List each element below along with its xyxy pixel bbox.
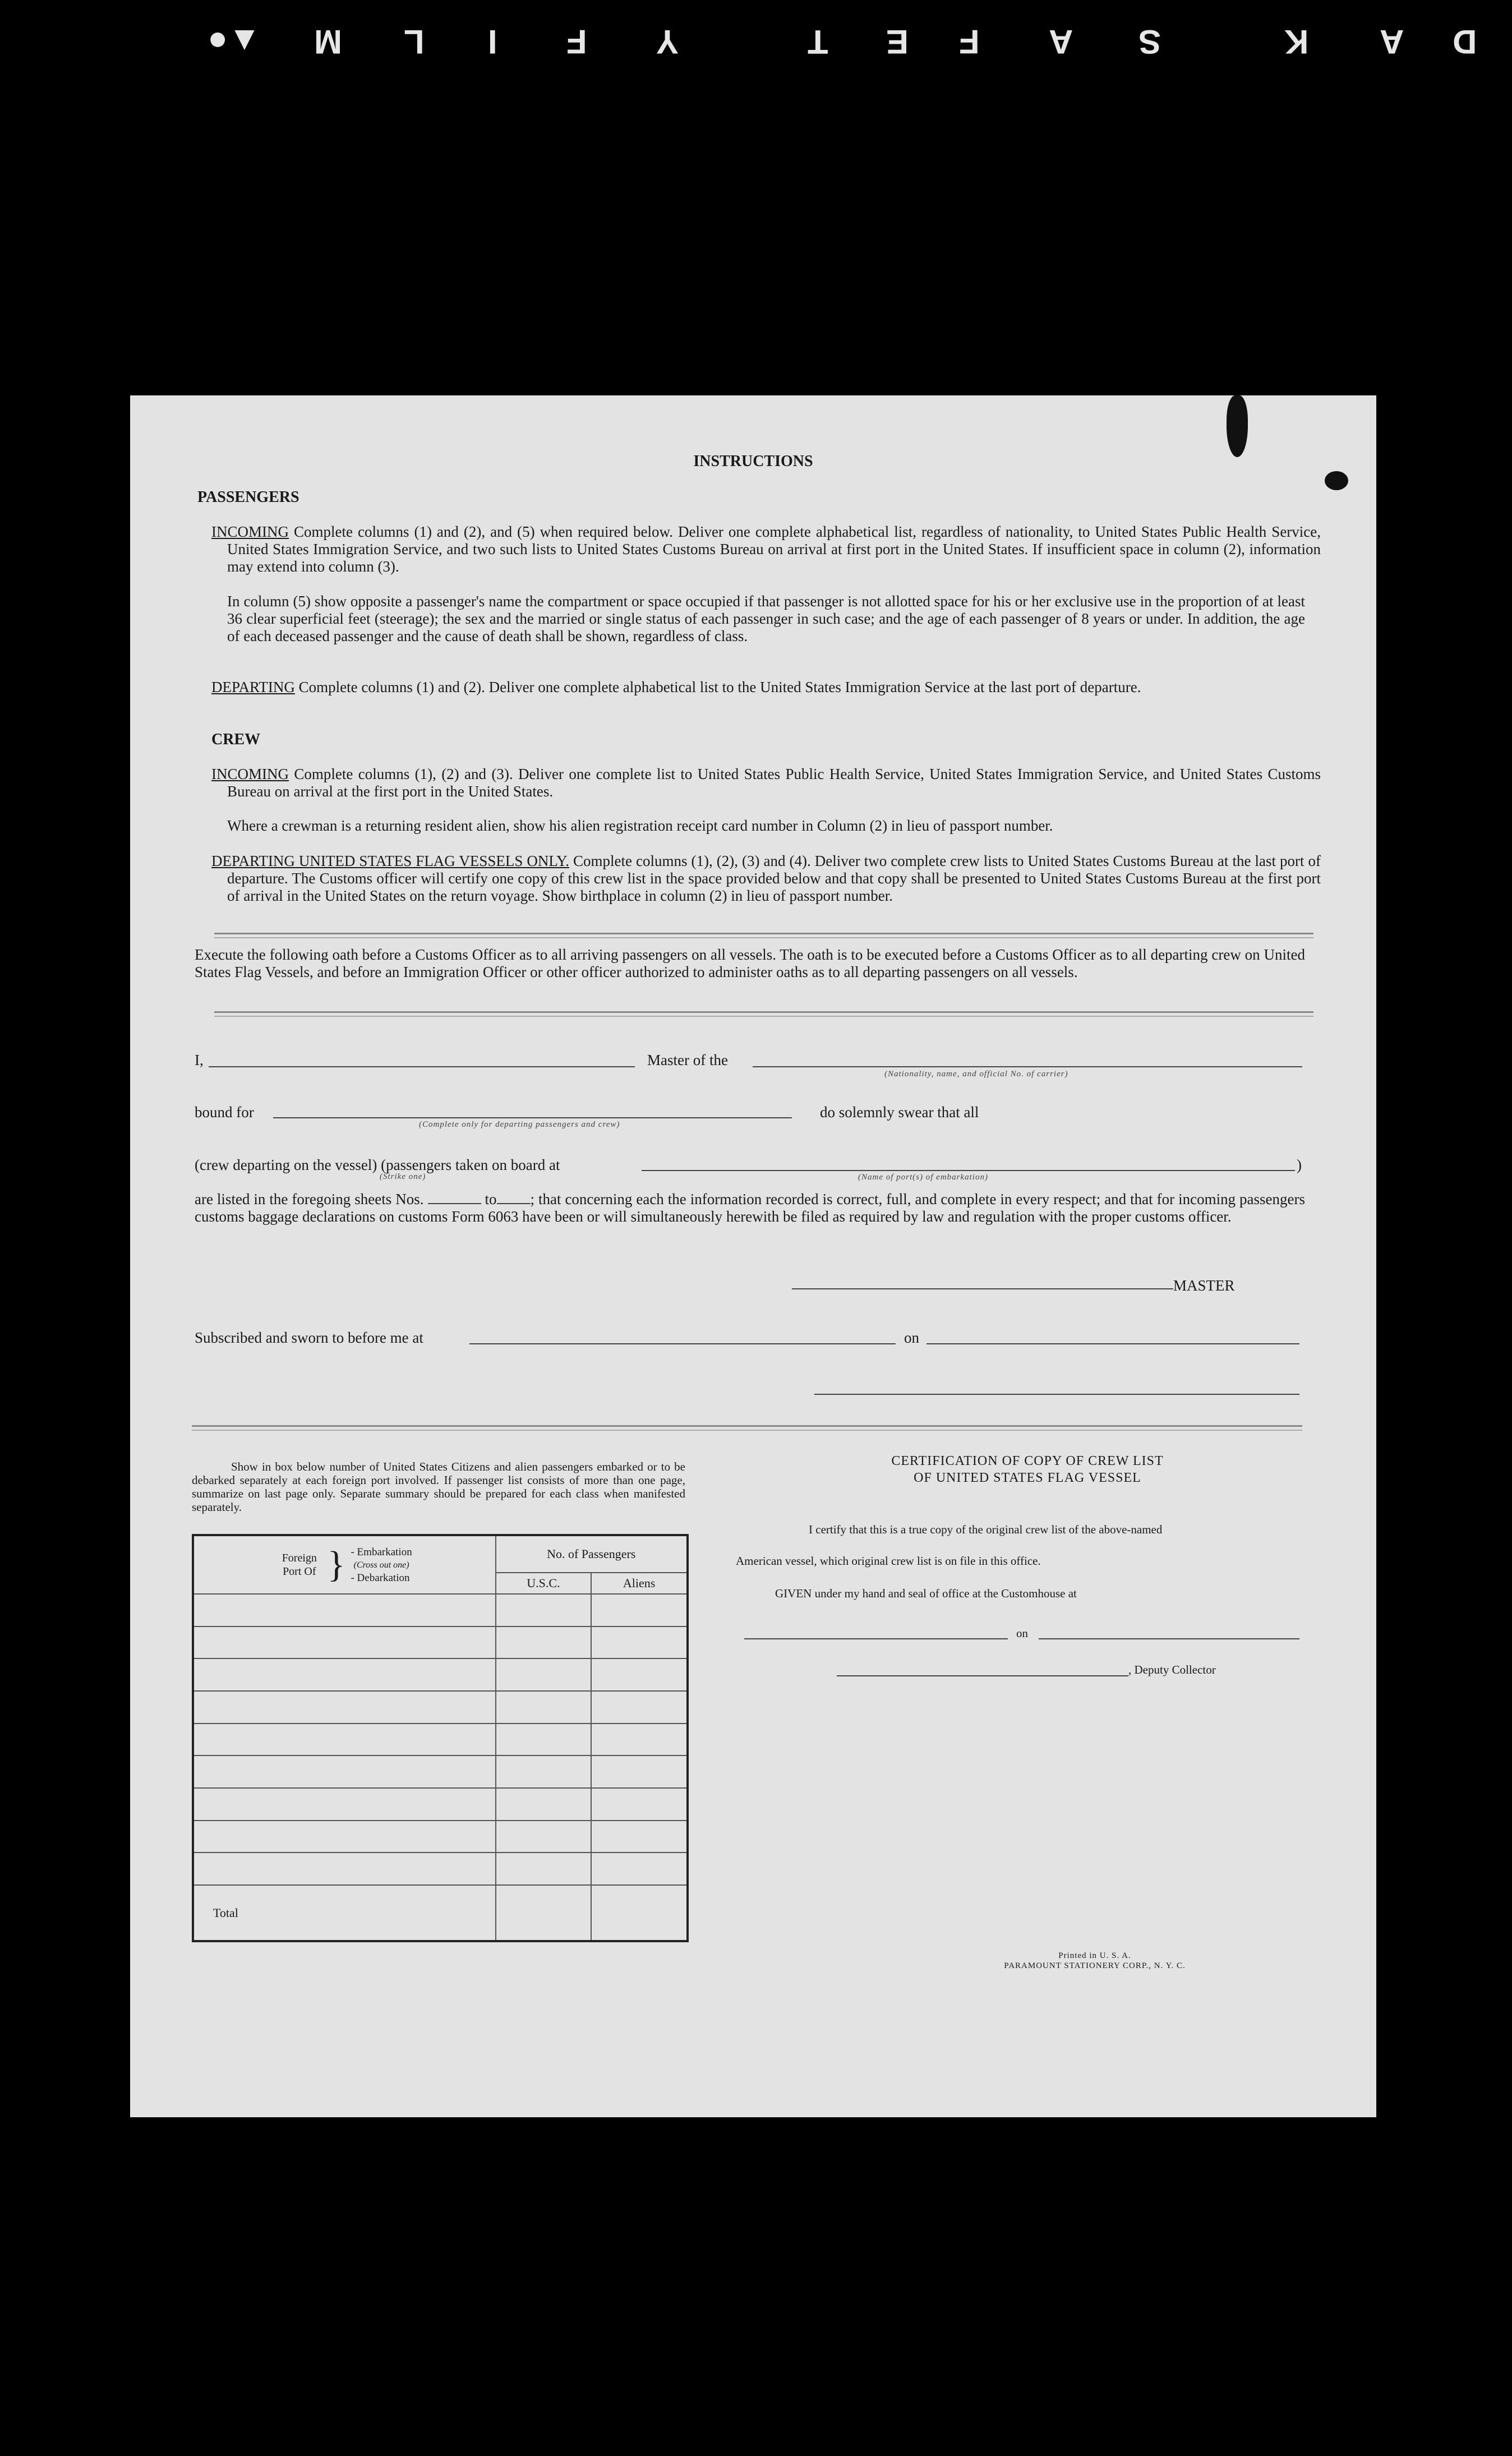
port-cell[interactable] [193, 1853, 496, 1885]
table-row [193, 1594, 688, 1626]
flag-vessels-paragraph [211, 853, 1321, 905]
deputy-signature-field[interactable] [837, 1675, 1128, 1676]
foreign-port-label: Foreign Port Of [282, 1552, 317, 1578]
listed-paragraph [195, 1191, 1305, 1225]
crew-heading: CREW [211, 731, 261, 748]
brace-symbol: } [327, 1544, 345, 1585]
usc-cell[interactable] [496, 1853, 592, 1885]
ink-blot [1325, 471, 1348, 490]
aliens-cell[interactable] [591, 1755, 688, 1788]
aliens-cell[interactable] [591, 1658, 688, 1691]
master-name-field[interactable] [209, 1066, 635, 1067]
certification-date-field[interactable] [1039, 1638, 1299, 1639]
film-letter: I [488, 23, 497, 61]
passenger-summary-table [192, 1534, 689, 1942]
departing-label: DEPARTING [211, 679, 295, 695]
incoming-text: Complete columns (1) and (2), and (5) when required below. Deliver one complete alphabetical list, regardless of nationality, to United States Public Health Service, United States Immigration Service, and two such lists to United States Customs Bureau on arrival at first port in the United States. If insufficient space in column (2), information may extend into column (3). [227, 523, 1321, 575]
port-cell[interactable] [193, 1821, 496, 1853]
sworn-place-field[interactable] [469, 1343, 896, 1344]
aliens-cell[interactable] [591, 1821, 688, 1853]
master-label: MASTER [1173, 1277, 1235, 1294]
usc-cell[interactable] [496, 1691, 592, 1724]
port-header-cell [193, 1535, 496, 1594]
aliens-cell[interactable] [591, 1626, 688, 1659]
film-letter: T [808, 23, 828, 61]
film-letter: A [1049, 23, 1073, 61]
usc-cell[interactable] [496, 1755, 592, 1788]
on-label: on [904, 1329, 919, 1346]
divider [214, 933, 1313, 938]
port-cell[interactable] [193, 1788, 496, 1821]
port-cell[interactable] [193, 1626, 496, 1659]
port-cell[interactable] [193, 1755, 496, 1788]
aliens-cell[interactable] [591, 1594, 688, 1626]
to-label: to [485, 1191, 497, 1208]
debarkation-label: - Debarkation [351, 1572, 410, 1584]
departing-text: Complete columns (1) and (2). Deliver one complete alphabetical list to the United States Immigration Service at the last port of departure. [298, 679, 1141, 695]
crew-incoming-paragraph [211, 766, 1321, 800]
master-of-the-label: Master of the [647, 1052, 728, 1068]
aliens-total-cell[interactable] [591, 1885, 688, 1941]
table-row [193, 1821, 688, 1853]
listed-text-b: ; that concerning each the information recorded is correct, full, and complete in every respect; and that for incoming passengers customs baggage declarations on customs Form 6063 have been or will simultaneously herewith be filed as required by law and regulation with the proper customs officer. [195, 1191, 1306, 1225]
deputy-collector-label: , Deputy Collector [1128, 1663, 1216, 1676]
film-letter: Y [656, 23, 679, 61]
aliens-cell[interactable] [591, 1724, 688, 1756]
film-letter: L [404, 23, 425, 61]
port-cell[interactable] [193, 1594, 496, 1626]
certification-title-line1: CERTIFICATION OF COPY OF CREW LIST [891, 1454, 1164, 1468]
solemnly-swear-text: do solemnly swear that all [820, 1104, 979, 1121]
divider [192, 1425, 1302, 1431]
column5-paragraph: In column (5) show opposite a passenger's name the compartment or space occupied if that passenger is not allotted space for his or her exclusive use in the proportion of at least 36 clear superficial feet (steerage); the sex and the married or single status of each passenger in such case; and the age of each passenger of 8 years or under. In addition, the age of each deceased passenger and the cause of death shall be shown, regardless of class. [227, 593, 1305, 644]
bound-for-label: bound for [195, 1104, 254, 1121]
usc-header: U.S.C. [496, 1573, 592, 1594]
crew-passengers-text: (crew departing on the vessel) (passengers taken on board at [195, 1156, 560, 1173]
film-letter: F [566, 23, 587, 61]
instructions-title: INSTRUCTIONS [693, 453, 813, 470]
sheet-to-field[interactable] [497, 1203, 531, 1204]
oath-i-label: I, [195, 1052, 204, 1068]
port-cell[interactable] [193, 1691, 496, 1724]
crewman-paragraph: Where a crewman is a returning resident alien, show his alien registration receipt card number in Column (2) in lieu of passport number. [227, 817, 1053, 834]
cert-on-label: on [1016, 1626, 1028, 1640]
usc-cell[interactable] [496, 1788, 592, 1821]
flag-vessels-label: DEPARTING UNITED STATES FLAG VESSELS ONLY. [211, 853, 569, 869]
divider [214, 1011, 1313, 1017]
certify-line1-wrap [769, 1523, 1302, 1536]
carrier-field[interactable] [753, 1066, 1302, 1067]
table-row [193, 1788, 688, 1821]
film-letter: S [1138, 23, 1161, 61]
crew-incoming-text: Complete columns (1), (2) and (3). Deliver one complete list to United States Public Health Service, United States Immigration Service, and United States Customs Bureau on arrival at the first port in the United States. [227, 766, 1321, 800]
no-of-passengers-header: No. of Passengers [496, 1535, 688, 1573]
table-row [193, 1626, 688, 1659]
passengers-heading: PASSENGERS [197, 489, 299, 506]
given-text: GIVEN under my hand and seal of office at the Customhouse at [775, 1587, 1077, 1600]
sheet-from-field[interactable] [428, 1203, 481, 1204]
close-paren: ) [1297, 1156, 1302, 1173]
master-signature-field[interactable] [792, 1288, 1173, 1289]
usc-total-cell[interactable] [496, 1885, 592, 1941]
certify-line2: American vessel, which original crew list is on file in this office. [736, 1554, 1041, 1568]
usc-cell[interactable] [496, 1626, 592, 1659]
destination-field[interactable] [273, 1117, 792, 1118]
film-letter: D [1453, 23, 1477, 61]
ink-blot [1227, 395, 1248, 457]
form-page [130, 395, 1376, 2117]
aliens-cell[interactable] [591, 1788, 688, 1821]
passengers-departing-paragraph [211, 679, 1321, 696]
strike-one-hint: (Strike one) [380, 1172, 426, 1181]
usc-cell[interactable] [496, 1724, 592, 1756]
embarkation-port-field[interactable] [642, 1170, 1295, 1171]
usc-cell[interactable] [496, 1658, 592, 1691]
certification-title [775, 1453, 1280, 1486]
film-letter: M [314, 23, 342, 61]
crew-incoming-label: INCOMING [211, 766, 289, 782]
flag-vessels-text: Complete columns (1), (2), (3) and (4). Deliver two complete crew lists to United States Customs Bureau at the last port of departure. The Customs officer will certify one copy of this crew list in the space provided below and that copy shall be presented to United States Customs Bureau at the first port of arrival in the United States on the return voyage. Show birthplace in column (2) in lieu of passport number. [227, 853, 1321, 904]
incoming-label: INCOMING [211, 523, 289, 540]
printer-line2: PARAMOUNT STATIONERY CORP., N. Y. C. [1004, 1961, 1186, 1970]
printer-line1: Printed in U. S. A. [1058, 1951, 1131, 1960]
film-letter: A [1380, 23, 1404, 61]
table-row [193, 1853, 688, 1885]
listed-text-a: are listed in the foregoing sheets Nos. [195, 1191, 424, 1208]
port-cell[interactable] [193, 1658, 496, 1691]
port-hint: (Name of port(s) of embarkation) [858, 1173, 988, 1182]
printer-imprint [983, 1951, 1207, 1971]
film-letter: F [959, 23, 980, 61]
summary-note: Show in box below number of United States Citizens and alien passengers embarked or to be debarked separately at each foreign port involved. If passenger list consists of more than one page, summarize on last page only. Separate summary should be prepared for each class when manifested separately. [192, 1460, 685, 1514]
sworn-date-field[interactable] [926, 1343, 1299, 1344]
bound-hint: (Complete only for departing passengers and crew) [419, 1120, 620, 1129]
table-row [193, 1724, 688, 1756]
table-row [193, 1691, 688, 1724]
usc-cell[interactable] [496, 1821, 592, 1853]
customhouse-field[interactable] [744, 1638, 1008, 1639]
certification-title-line2: OF UNITED STATES FLAG VESSEL [914, 1471, 1141, 1485]
aliens-header: Aliens [591, 1573, 688, 1594]
film-letter: K [1284, 23, 1309, 61]
total-row [193, 1885, 688, 1941]
officer-signature-field[interactable] [814, 1394, 1299, 1395]
usc-cell[interactable] [496, 1594, 592, 1626]
port-cell[interactable] [193, 1724, 496, 1756]
passengers-incoming-paragraph [211, 523, 1321, 575]
aliens-cell[interactable] [591, 1853, 688, 1885]
film-letter: ▲● [208, 23, 261, 61]
film-letter: E [886, 23, 909, 61]
certify-line1: I certify that this is a true copy of the original crew list of the above-named [809, 1523, 1163, 1536]
aliens-cell[interactable] [591, 1691, 688, 1724]
nationality-hint: (Nationality, name, and official No. of carrier) [884, 1070, 1068, 1079]
oath-intro: Execute the following oath before a Customs Officer as to all arriving passengers on all vessels. The oath is to be executed before a Customs Officer as to all departing crew on United States Flag Vessels, and before an Immigration Officer or other officer authorized to administer oaths as to all departing passengers on all vessels. [195, 946, 1305, 980]
table-row [193, 1658, 688, 1691]
subscribed-label: Subscribed and sworn to before me at [195, 1329, 423, 1346]
total-label: Total [193, 1885, 496, 1941]
cross-out-hint: (Cross out one) [353, 1560, 409, 1570]
table-row [193, 1755, 688, 1788]
film-strip-header [0, 0, 1512, 101]
embarkation-label: - Embarkation [351, 1546, 412, 1558]
